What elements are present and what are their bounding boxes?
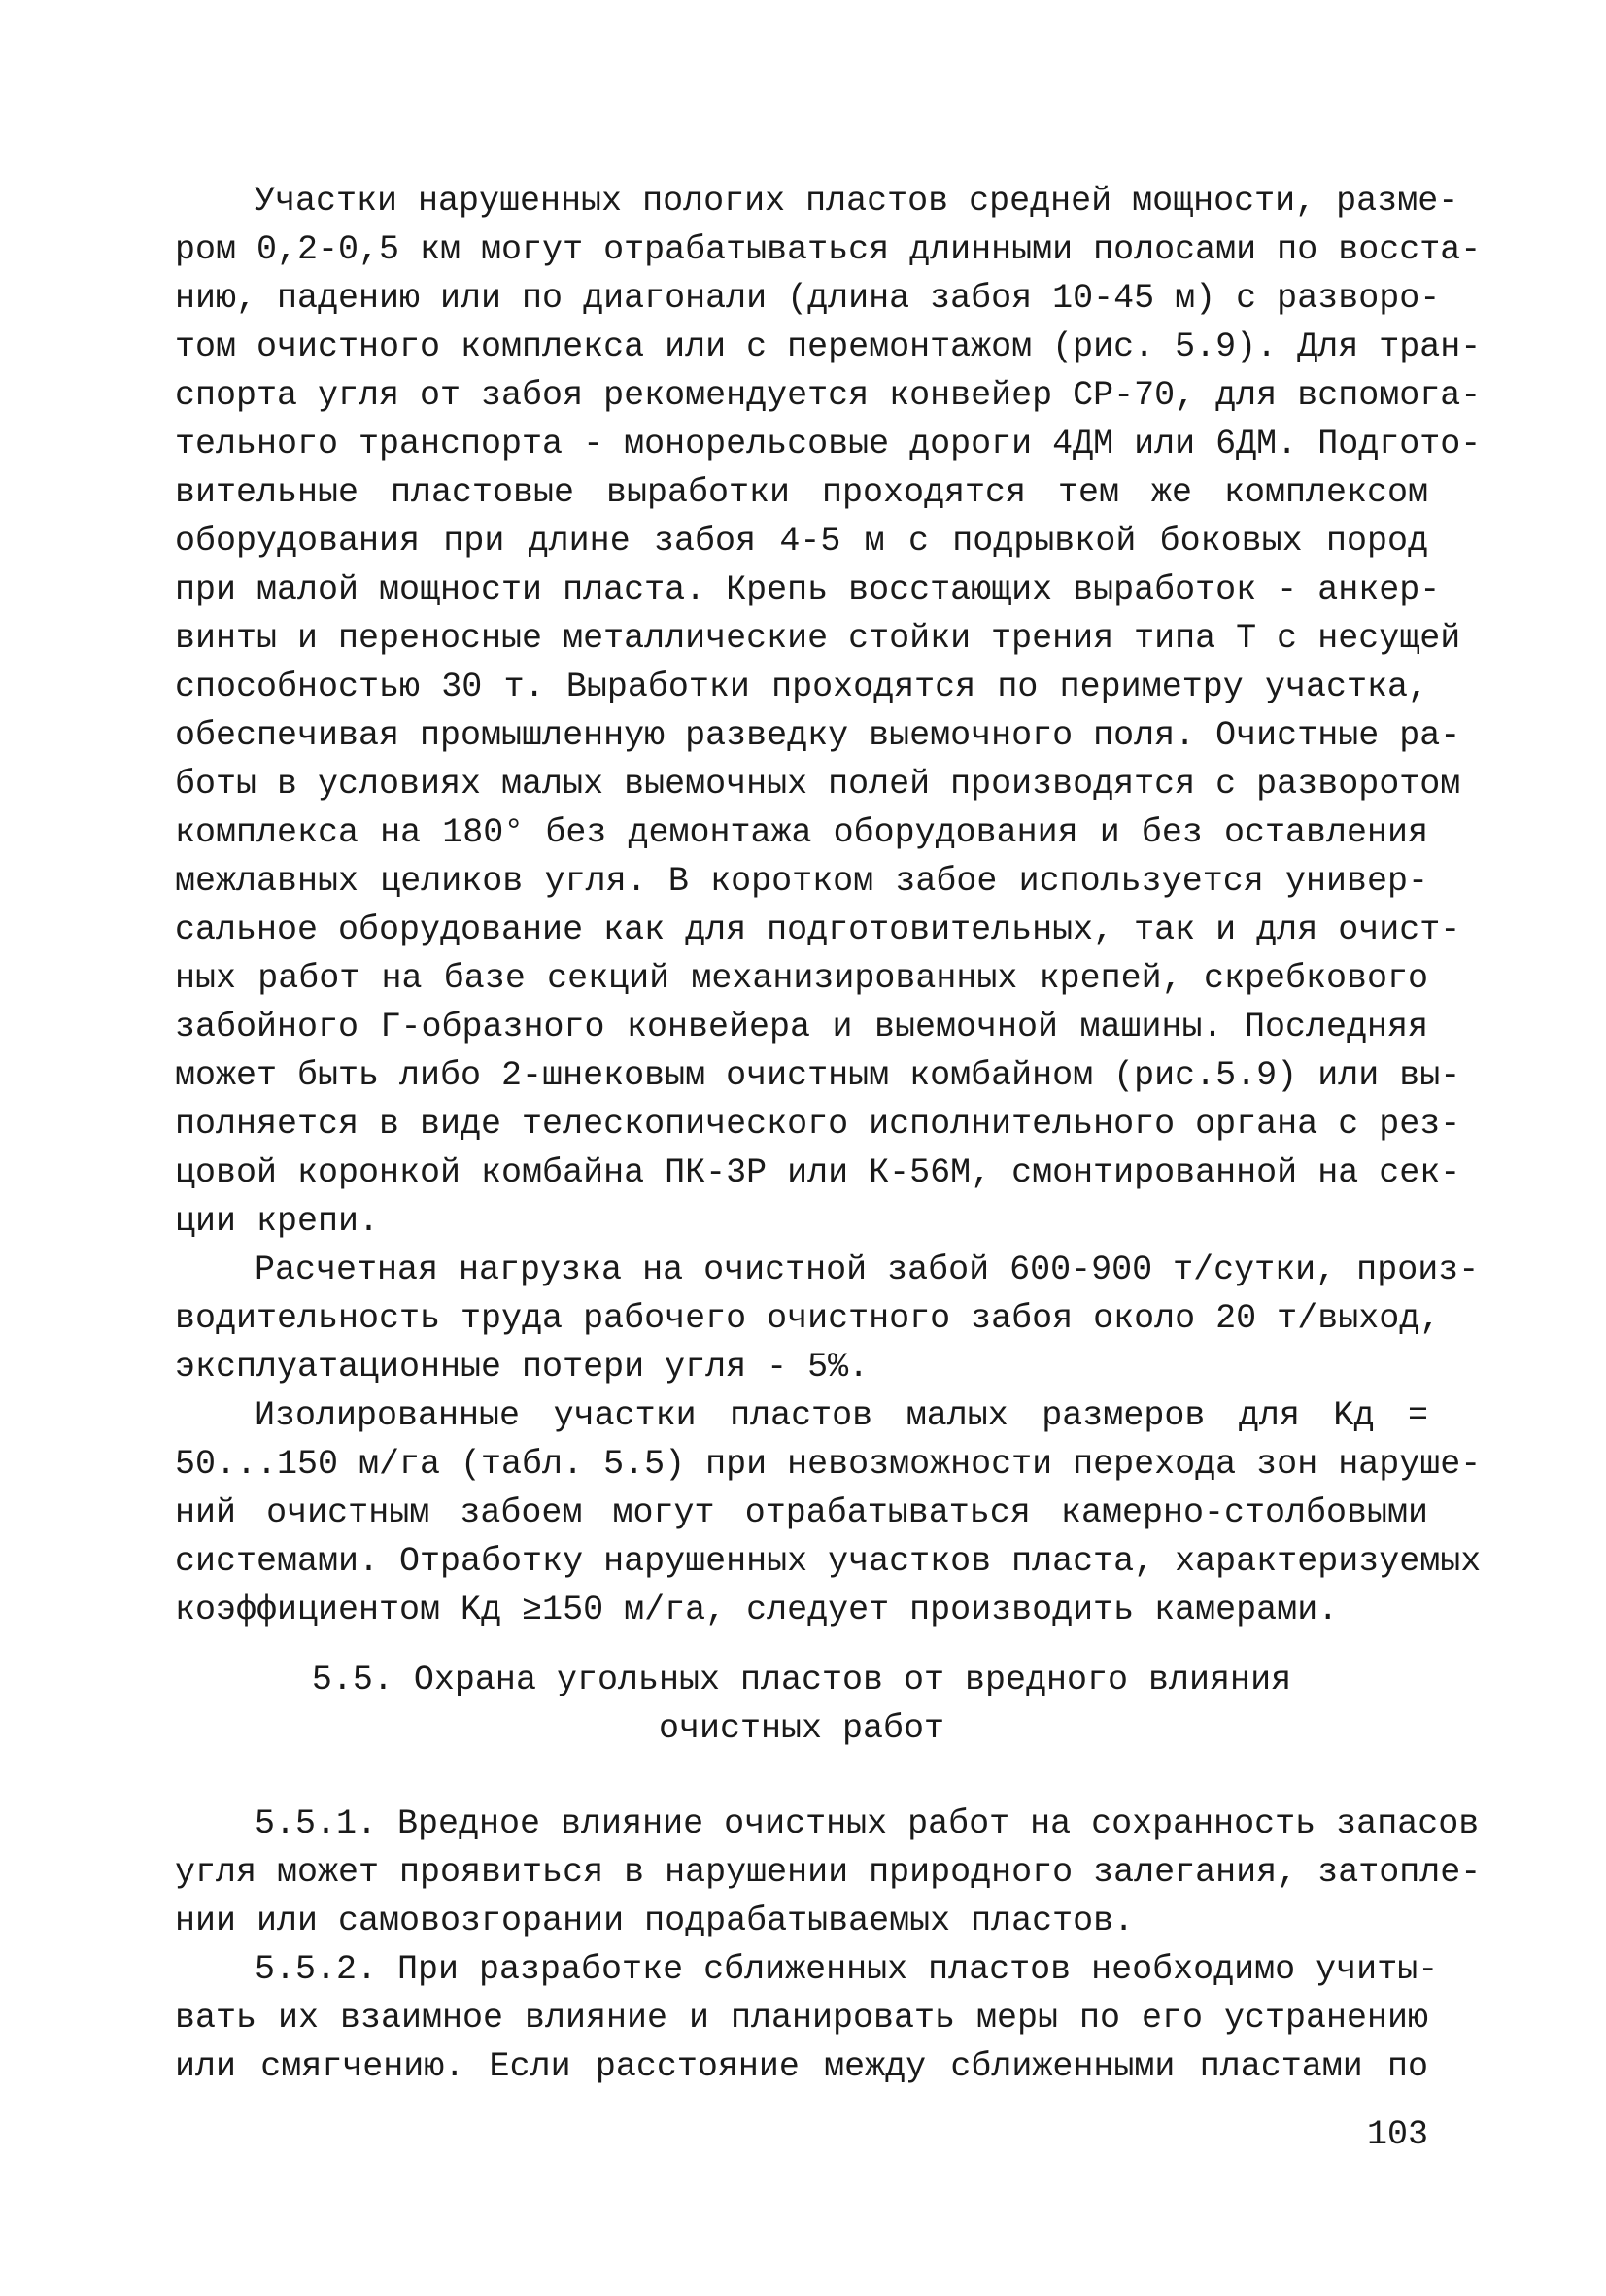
text-line: 5.5.1. Вредное влияние очистных работ на сохранность запасов (255, 1804, 1480, 1843)
page-number: 103 (1366, 2115, 1428, 2154)
text-line: нию, падению или по диагонали (длина забоя 10-45 м) с разворо- (175, 279, 1441, 318)
text-line: Участки нарушенных пологих пластов средней мощности, разме- (255, 182, 1459, 221)
text-line: угля может проявиться в нарушении природного залегания, затопле- (175, 1853, 1482, 1892)
text-line: ний очистным забоем могут отрабатываться камерно-столбовыми (175, 1493, 1428, 1532)
text-line: или смягчению. Если расстояние между сближенными пластами по (175, 2047, 1428, 2086)
text-line: забойного Г-образного конвейера и выемочной машины. Последняя (175, 1008, 1428, 1046)
text-line: 5.5.2. При разработке сближенных пластов необходимо учиты- (255, 1950, 1439, 1989)
text-line: ции крепи. (175, 1202, 380, 1241)
text-line: вать их взаимное влияние и планировать меры по его устранению (175, 1999, 1428, 2038)
text-line: комплекса на 180° без демонтажа оборудования и без оставления (175, 813, 1428, 852)
text-line: способностью 30 т. Выработки проходятся по периметру участка, (175, 668, 1428, 706)
text-line: ром 0,2-0,5 км могут отрабатываться длинными полосами по восста- (175, 230, 1482, 269)
text-line: спорта угля от забоя рекомендуется конвейер СР-70, для вспомога- (175, 376, 1482, 415)
text-line: тельного транспорта - монорельсовые дороги 4ДМ или 6ДМ. Подгото- (175, 425, 1482, 463)
text-line: вительные пластовые выработки проходятся тем же комплексом (175, 473, 1428, 512)
text-line: обеспечивая промышленную разведку выемочного поля. Очистные ра- (175, 716, 1461, 755)
text-line: ных работ на базе секций механизированных крепей, скребкового (175, 959, 1428, 998)
text-line: водительность труда рабочего очистного забоя около 20 т/выход, (175, 1299, 1441, 1338)
text-line: цовой коронкой комбайна ПК-3Р или К-56М, смонтированной на сек- (175, 1153, 1461, 1192)
text-line: эксплуатационные потери угля - 5%. (175, 1348, 870, 1387)
text-line: может быть либо 2-шнековым очистным комбайном (рис.5.9) или вы- (175, 1056, 1461, 1095)
text-line: системами. Отработку нарушенных участков пласта, характеризуемых (175, 1542, 1482, 1581)
text-line: при малой мощности пласта. Крепь восстающих выработок - анкер- (175, 570, 1441, 609)
text-line: полняется в виде телескопического исполнительного органа с рез- (175, 1105, 1461, 1144)
text-line: 50...150 м/га (табл. 5.5) при невозможности перехода зон наруше- (175, 1445, 1482, 1484)
text-line: Изолированные участки пластов малых размеров для Kд = (255, 1396, 1428, 1435)
text-line: оборудования при длине забоя 4-5 м с подрывкой боковых пород (175, 522, 1428, 561)
section-heading-line-1: 5.5. Охрана угольных пластов от вредного влияния (311, 1661, 1292, 1699)
section-heading-line-2: очистных работ (658, 1709, 945, 1748)
text-line: нии или самовозгорании подрабатываемых пластов. (175, 1902, 1135, 1940)
text-line: том очистного комплекса или с перемонтажом (рис. 5.9). Для тран- (175, 327, 1482, 366)
text-line: боты в условиях малых выемочных полей производятся с разворотом (175, 765, 1461, 804)
text-line: винты и переносные металлические стойки трения типа Т с несущей (175, 619, 1461, 658)
text-line: коэффициентом Kд ≥150 м/га, следует производить камерами. (175, 1591, 1339, 1629)
text-line: межлавных целиков угля. В коротком забое используется универ- (175, 862, 1428, 901)
text-line: сальное оборудование как для подготовительных, так и для очист- (175, 910, 1461, 949)
text-line: Расчетная нагрузка на очистной забой 600-900 т/сутки, произ- (255, 1251, 1480, 1289)
